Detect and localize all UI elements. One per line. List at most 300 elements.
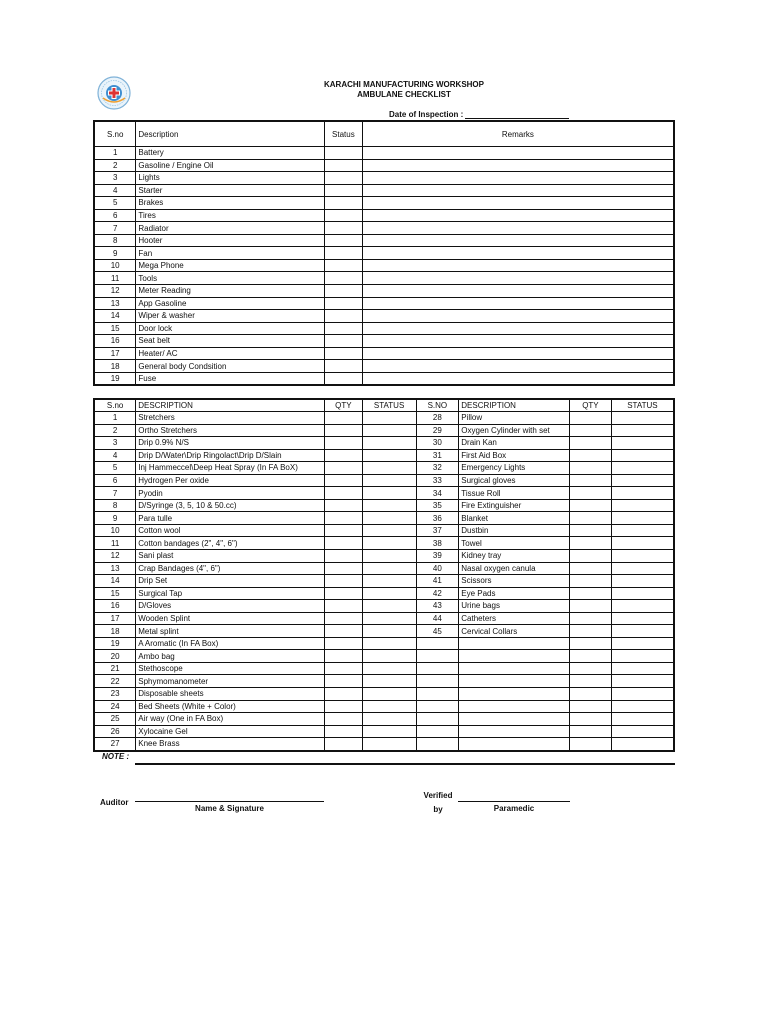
- status-cell[interactable]: [324, 222, 362, 235]
- row-description: D/Syringe (3, 5, 10 & 50.cc): [136, 499, 325, 512]
- status-cell[interactable]: [324, 234, 362, 247]
- table-row: [94, 172, 674, 185]
- status-cell[interactable]: [362, 600, 416, 613]
- status-cell-right[interactable]: [611, 650, 674, 663]
- table-row: [94, 688, 674, 701]
- status-cell[interactable]: [324, 259, 362, 272]
- row-sno: 10: [94, 259, 136, 272]
- row-sno: 16: [94, 335, 136, 348]
- row-sno: 6: [94, 474, 136, 487]
- table-row: [94, 587, 674, 600]
- row-sno-right: 30: [416, 437, 459, 450]
- status-cell-right[interactable]: [611, 575, 674, 588]
- remarks-cell[interactable]: [362, 184, 674, 197]
- table-row: [94, 259, 674, 272]
- remarks-cell[interactable]: [362, 222, 674, 235]
- qty-cell-right[interactable]: [570, 424, 612, 437]
- qty-cell-right[interactable]: [570, 449, 612, 462]
- paramedic-caption: Paramedic: [493, 804, 535, 813]
- remarks-cell[interactable]: [362, 172, 674, 185]
- row-sno-right: 31: [416, 449, 459, 462]
- qty-cell[interactable]: [324, 675, 362, 688]
- status-cell-right[interactable]: [611, 562, 674, 575]
- status-cell[interactable]: [362, 512, 416, 525]
- status-cell-right[interactable]: [611, 474, 674, 487]
- qty-cell[interactable]: [324, 662, 362, 675]
- row-description: Battery: [136, 147, 325, 160]
- table-row: [94, 159, 674, 172]
- row-description-right: First Aid Box: [459, 449, 570, 462]
- vehicle-checklist-table: [93, 120, 675, 386]
- qty-cell-right[interactable]: [570, 575, 612, 588]
- header-description: DESCRIPTION: [136, 399, 325, 412]
- note-line[interactable]: [135, 763, 675, 765]
- row-description-right: Surgical gloves: [459, 474, 570, 487]
- status-cell[interactable]: [324, 360, 362, 373]
- status-cell[interactable]: [362, 437, 416, 450]
- table-row: [94, 247, 674, 260]
- row-sno-right: 41: [416, 575, 459, 588]
- qty-cell[interactable]: [324, 437, 362, 450]
- table-row: [94, 462, 674, 475]
- qty-cell[interactable]: [324, 487, 362, 500]
- date-label: Date of Inspection :: [389, 110, 464, 119]
- status-cell[interactable]: [324, 184, 362, 197]
- qty-cell-right[interactable]: [570, 537, 612, 550]
- auditor-signature-line[interactable]: [135, 801, 324, 802]
- row-sno: 17: [94, 612, 136, 625]
- row-description: Drip Set: [136, 575, 325, 588]
- row-sno-right: 33: [416, 474, 459, 487]
- row-sno-right: 35: [416, 499, 459, 512]
- qty-cell[interactable]: [324, 688, 362, 701]
- qty-cell[interactable]: [324, 612, 362, 625]
- table-row: [94, 322, 674, 335]
- qty-cell-right[interactable]: [570, 637, 612, 650]
- status-cell[interactable]: [362, 612, 416, 625]
- status-cell[interactable]: [324, 285, 362, 298]
- date-field[interactable]: [465, 110, 569, 119]
- status-cell-right[interactable]: [611, 550, 674, 563]
- table-row: [94, 424, 674, 437]
- row-sno: 8: [94, 499, 136, 512]
- status-cell-right[interactable]: [611, 512, 674, 525]
- status-cell-right[interactable]: [611, 625, 674, 638]
- status-cell-right[interactable]: [611, 437, 674, 450]
- status-cell-right[interactable]: [611, 600, 674, 613]
- qty-cell-right[interactable]: [570, 587, 612, 600]
- paramedic-signature-line[interactable]: [458, 801, 570, 802]
- table-row: [94, 272, 674, 285]
- row-sno-right: [416, 700, 459, 713]
- status-cell[interactable]: [324, 347, 362, 360]
- qty-cell-right[interactable]: [570, 725, 612, 738]
- table-row: [94, 412, 674, 425]
- status-cell[interactable]: [362, 449, 416, 462]
- row-description-right: Pillow: [459, 412, 570, 425]
- status-cell[interactable]: [324, 322, 362, 335]
- status-cell[interactable]: [362, 424, 416, 437]
- status-cell[interactable]: [362, 462, 416, 475]
- status-cell[interactable]: [324, 147, 362, 160]
- qty-cell-right[interactable]: [570, 600, 612, 613]
- status-cell[interactable]: [362, 688, 416, 701]
- row-description: Para tulle: [136, 512, 325, 525]
- status-cell[interactable]: [362, 499, 416, 512]
- status-cell-right[interactable]: [611, 725, 674, 738]
- qty-cell[interactable]: [324, 700, 362, 713]
- table-row: [94, 234, 674, 247]
- qty-cell[interactable]: [324, 537, 362, 550]
- row-sno-right: 36: [416, 512, 459, 525]
- qty-cell[interactable]: [324, 499, 362, 512]
- header-status-right: STATUS: [611, 399, 674, 412]
- status-cell[interactable]: [324, 172, 362, 185]
- qty-cell[interactable]: [324, 474, 362, 487]
- row-sno-right: 38: [416, 537, 459, 550]
- table-row: [94, 612, 674, 625]
- table-row: [94, 335, 674, 348]
- qty-cell-right[interactable]: [570, 650, 612, 663]
- status-cell[interactable]: [324, 310, 362, 323]
- row-sno: 20: [94, 650, 136, 663]
- status-cell-right[interactable]: [611, 675, 674, 688]
- status-cell[interactable]: [362, 637, 416, 650]
- row-sno: 1: [94, 147, 136, 160]
- qty-cell[interactable]: [324, 650, 362, 663]
- row-sno-right: 29: [416, 424, 459, 437]
- qty-cell-right[interactable]: [570, 512, 612, 525]
- qty-cell[interactable]: [324, 412, 362, 425]
- row-sno: 15: [94, 322, 136, 335]
- status-cell-right[interactable]: [611, 612, 674, 625]
- row-sno: 19: [94, 637, 136, 650]
- row-description: Radiator: [136, 222, 325, 235]
- row-description-right: Eye Pads: [459, 587, 570, 600]
- row-sno: 27: [94, 738, 136, 751]
- status-cell-right[interactable]: [611, 637, 674, 650]
- row-description-right: [459, 700, 570, 713]
- status-cell[interactable]: [362, 562, 416, 575]
- qty-cell-right[interactable]: [570, 700, 612, 713]
- row-description: General body Condsition: [136, 360, 325, 373]
- qty-cell[interactable]: [324, 725, 362, 738]
- row-description: Hydrogen Per oxide: [136, 474, 325, 487]
- status-cell[interactable]: [362, 575, 416, 588]
- row-description-right: Blanket: [459, 512, 570, 525]
- qty-cell-right[interactable]: [570, 474, 612, 487]
- qty-cell[interactable]: [324, 550, 362, 563]
- qty-cell[interactable]: [324, 625, 362, 638]
- row-sno: 10: [94, 524, 136, 537]
- row-description-right: [459, 738, 570, 751]
- status-cell[interactable]: [362, 700, 416, 713]
- status-cell[interactable]: [362, 524, 416, 537]
- row-sno: 9: [94, 512, 136, 525]
- qty-cell-right[interactable]: [570, 738, 612, 751]
- row-sno: 12: [94, 285, 136, 298]
- table-row: [94, 184, 674, 197]
- row-sno: 25: [94, 713, 136, 726]
- status-cell-right[interactable]: [611, 738, 674, 751]
- remarks-cell[interactable]: [362, 322, 674, 335]
- remarks-cell[interactable]: [362, 285, 674, 298]
- row-sno: 5: [94, 462, 136, 475]
- row-description-right: Emergency Lights: [459, 462, 570, 475]
- qty-cell[interactable]: [324, 462, 362, 475]
- status-cell[interactable]: [324, 197, 362, 210]
- remarks-cell[interactable]: [362, 234, 674, 247]
- row-sno: 3: [94, 172, 136, 185]
- qty-cell-right[interactable]: [570, 688, 612, 701]
- table-row: [94, 499, 674, 512]
- status-cell[interactable]: [362, 738, 416, 751]
- row-sno-right: [416, 662, 459, 675]
- status-cell[interactable]: [362, 474, 416, 487]
- table-row: [94, 512, 674, 525]
- status-cell-right[interactable]: [611, 449, 674, 462]
- row-description: Fan: [136, 247, 325, 260]
- table-row: [94, 625, 674, 638]
- row-description: Wooden Splint: [136, 612, 325, 625]
- table-row: [94, 550, 674, 563]
- row-description-right: Drain Kan: [459, 437, 570, 450]
- remarks-cell[interactable]: [362, 310, 674, 323]
- row-description: Hooter: [136, 234, 325, 247]
- remarks-cell[interactable]: [362, 197, 674, 210]
- status-cell[interactable]: [324, 297, 362, 310]
- row-description-right: Dustbin: [459, 524, 570, 537]
- row-description: Gasoline / Engine Oil: [136, 159, 325, 172]
- row-description-right: Fire Extinguisher: [459, 499, 570, 512]
- status-cell-right[interactable]: [611, 700, 674, 713]
- qty-cell[interactable]: [324, 449, 362, 462]
- qty-cell-right[interactable]: [570, 412, 612, 425]
- status-cell-right[interactable]: [611, 424, 674, 437]
- row-sno-right: 44: [416, 612, 459, 625]
- row-sno: 19: [94, 372, 136, 385]
- row-description: Meter Reading: [136, 285, 325, 298]
- remarks-cell[interactable]: [362, 335, 674, 348]
- qty-cell[interactable]: [324, 713, 362, 726]
- status-cell[interactable]: [362, 412, 416, 425]
- table-row: [94, 297, 674, 310]
- qty-cell-right[interactable]: [570, 499, 612, 512]
- table-row: [94, 637, 674, 650]
- row-sno-right: [416, 738, 459, 751]
- table-row: [94, 662, 674, 675]
- row-description: Seat belt: [136, 335, 325, 348]
- row-sno-right: 37: [416, 524, 459, 537]
- row-sno: 7: [94, 222, 136, 235]
- qty-cell-right[interactable]: [570, 462, 612, 475]
- status-cell-right[interactable]: [611, 713, 674, 726]
- qty-cell[interactable]: [324, 637, 362, 650]
- row-sno: 14: [94, 310, 136, 323]
- by-label: by: [433, 805, 443, 814]
- row-sno: 2: [94, 424, 136, 437]
- status-cell-right[interactable]: [611, 524, 674, 537]
- table-row: [94, 209, 674, 222]
- header-qty: QTY: [324, 399, 362, 412]
- row-description: Brakes: [136, 197, 325, 210]
- remarks-cell[interactable]: [362, 297, 674, 310]
- table-row: [94, 562, 674, 575]
- qty-cell[interactable]: [324, 600, 362, 613]
- qty-cell[interactable]: [324, 738, 362, 751]
- qty-cell-right[interactable]: [570, 550, 612, 563]
- row-sno-right: [416, 713, 459, 726]
- row-description: Drip 0.9% N/S: [136, 437, 325, 450]
- qty-cell[interactable]: [324, 424, 362, 437]
- remarks-cell[interactable]: [362, 147, 674, 160]
- qty-cell[interactable]: [324, 524, 362, 537]
- status-cell[interactable]: [324, 272, 362, 285]
- status-cell[interactable]: [324, 335, 362, 348]
- remarks-cell[interactable]: [362, 259, 674, 272]
- status-cell[interactable]: [324, 247, 362, 260]
- row-sno: 11: [94, 272, 136, 285]
- row-description: Mega Phone: [136, 259, 325, 272]
- header-status: STATUS: [362, 399, 416, 412]
- row-sno-right: 43: [416, 600, 459, 613]
- table-row: [94, 675, 674, 688]
- row-description: D/Gloves: [136, 600, 325, 613]
- table-row: [94, 310, 674, 323]
- row-description: Door lock: [136, 322, 325, 335]
- row-description-right: [459, 675, 570, 688]
- date-of-inspection: [389, 110, 569, 119]
- status-cell-right[interactable]: [611, 462, 674, 475]
- status-cell[interactable]: [324, 209, 362, 222]
- row-sno-right: [416, 725, 459, 738]
- table-row: [94, 524, 674, 537]
- remarks-cell[interactable]: [362, 247, 674, 260]
- header-sno-right: S.NO: [416, 399, 459, 412]
- row-sno: 12: [94, 550, 136, 563]
- status-cell[interactable]: [362, 550, 416, 563]
- table-row: [94, 600, 674, 613]
- status-cell[interactable]: [362, 713, 416, 726]
- status-cell-right[interactable]: [611, 587, 674, 600]
- row-sno-right: [416, 650, 459, 663]
- remarks-cell[interactable]: [362, 347, 674, 360]
- qty-cell[interactable]: [324, 512, 362, 525]
- qty-cell[interactable]: [324, 587, 362, 600]
- qty-cell-right[interactable]: [570, 675, 612, 688]
- remarks-cell[interactable]: [362, 372, 674, 385]
- row-description: Air way (One in FA Box): [136, 713, 325, 726]
- row-sno: 6: [94, 209, 136, 222]
- row-description-right: Tissue Roll: [459, 487, 570, 500]
- row-description: Surgical Tap: [136, 587, 325, 600]
- row-sno: 8: [94, 234, 136, 247]
- status-cell[interactable]: [362, 725, 416, 738]
- row-sno-right: [416, 675, 459, 688]
- qty-cell[interactable]: [324, 562, 362, 575]
- status-cell[interactable]: [362, 675, 416, 688]
- row-sno-right: 40: [416, 562, 459, 575]
- qty-cell-right[interactable]: [570, 562, 612, 575]
- row-sno-right: 32: [416, 462, 459, 475]
- remarks-cell[interactable]: [362, 209, 674, 222]
- qty-cell[interactable]: [324, 575, 362, 588]
- table-row: [94, 738, 674, 751]
- header-sno: S.no: [94, 121, 136, 147]
- status-cell-right[interactable]: [611, 537, 674, 550]
- row-description-right: Catheters: [459, 612, 570, 625]
- qty-cell-right[interactable]: [570, 487, 612, 500]
- row-sno: 7: [94, 487, 136, 500]
- table-header-row: [94, 399, 674, 412]
- row-description: Fuse: [136, 372, 325, 385]
- row-description-right: Cervical Collars: [459, 625, 570, 638]
- row-description-right: [459, 637, 570, 650]
- status-cell[interactable]: [362, 537, 416, 550]
- row-sno: 24: [94, 700, 136, 713]
- status-cell[interactable]: [362, 650, 416, 663]
- table-row: [94, 650, 674, 663]
- qty-cell-right[interactable]: [570, 662, 612, 675]
- row-sno-right: 28: [416, 412, 459, 425]
- status-cell[interactable]: [362, 625, 416, 638]
- status-cell[interactable]: [324, 159, 362, 172]
- row-description: Bed Sheets (White + Color): [136, 700, 325, 713]
- status-cell-right[interactable]: [611, 688, 674, 701]
- status-cell-right[interactable]: [611, 487, 674, 500]
- row-description: Pyodin: [136, 487, 325, 500]
- row-sno: 1: [94, 412, 136, 425]
- status-cell-right[interactable]: [611, 499, 674, 512]
- name-signature-caption: Name & Signature: [195, 804, 264, 813]
- medical-supplies-table: [93, 398, 675, 752]
- status-cell[interactable]: [362, 487, 416, 500]
- row-description: Metal splint: [136, 625, 325, 638]
- status-cell[interactable]: [362, 587, 416, 600]
- row-description: Cotton bandages (2", 4", 6"): [136, 537, 325, 550]
- qty-cell-right[interactable]: [570, 713, 612, 726]
- header-description: Description: [136, 121, 325, 147]
- table-row: [94, 285, 674, 298]
- table-row: [94, 575, 674, 588]
- status-cell-right[interactable]: [611, 412, 674, 425]
- row-description: Inj Hammeccel\Deep Heat Spray (In FA BoX): [136, 462, 325, 475]
- header-sno: S.no: [94, 399, 136, 412]
- document-title: AMBULANE CHECKLIST: [357, 90, 451, 99]
- row-description: Crap Bandages (4", 6"): [136, 562, 325, 575]
- qty-cell-right[interactable]: [570, 625, 612, 638]
- header-remarks: Remarks: [362, 121, 674, 147]
- qty-cell-right[interactable]: [570, 524, 612, 537]
- remarks-cell[interactable]: [362, 159, 674, 172]
- status-cell[interactable]: [324, 372, 362, 385]
- row-sno: 18: [94, 625, 136, 638]
- table-row: [94, 725, 674, 738]
- row-description: Heater/ AC: [136, 347, 325, 360]
- row-description-right: Nasal oxygen canula: [459, 562, 570, 575]
- qty-cell-right[interactable]: [570, 612, 612, 625]
- row-sno: 16: [94, 600, 136, 613]
- row-description: Sani plast: [136, 550, 325, 563]
- qty-cell-right[interactable]: [570, 437, 612, 450]
- remarks-cell[interactable]: [362, 272, 674, 285]
- status-cell-right[interactable]: [611, 662, 674, 675]
- row-description: A Aromatic (In FA Box): [136, 637, 325, 650]
- note-label: NOTE :: [102, 752, 130, 761]
- status-cell[interactable]: [362, 662, 416, 675]
- remarks-cell[interactable]: [362, 360, 674, 373]
- row-description: Stethoscope: [136, 662, 325, 675]
